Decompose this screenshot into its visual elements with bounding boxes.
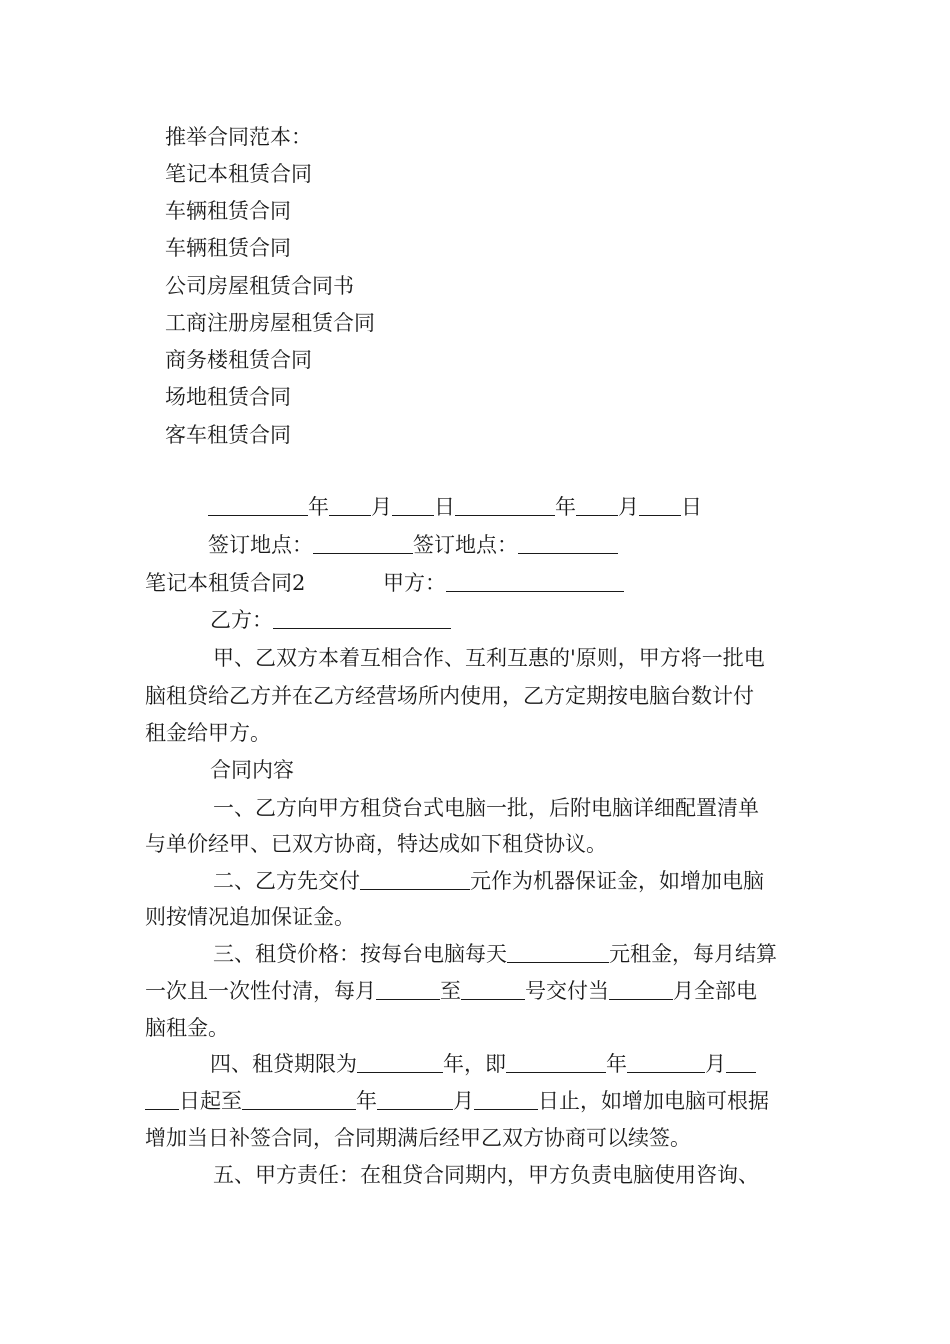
blank-line — [360, 869, 470, 890]
blank-line — [507, 942, 609, 963]
clause-text: 号交付当 — [525, 979, 609, 1003]
clause-text: 年，即 — [443, 1052, 506, 1076]
clause-3-line — [145, 978, 757, 1004]
clause-4-line — [210, 1051, 756, 1077]
blank-line — [455, 495, 555, 516]
clause-text: 月 — [453, 1089, 474, 1113]
party-a-line — [383, 570, 624, 596]
blank-line — [313, 533, 413, 554]
blank-line — [208, 495, 308, 516]
clause-5-line: 五、甲方责任：在租贷合同期内，甲方负责电脑使用咨询、 — [213, 1163, 759, 1187]
recommend-heading: 推举合同范本： — [165, 125, 312, 149]
clause-1-line: 与单价经甲、已双方协商，特达成如下租贷协议。 — [145, 832, 607, 856]
intro-paragraph-line: 甲、乙双方本着互相合作、互利互惠的'原则，甲方将一批电 — [213, 646, 765, 670]
clause-2-line: 则按情况追加保证金。 — [145, 905, 355, 929]
clause-1-line: 一、乙方向甲方租贷台式电脑一批，后附电脑详细配置清单 — [213, 796, 759, 820]
clause-text: 二、乙方先交付 — [213, 869, 360, 893]
clause-2-line — [213, 868, 764, 894]
party-b-label: 乙方： — [210, 608, 273, 632]
sign-date-line — [208, 494, 702, 520]
recommend-item[interactable]: 商务楼租赁合同 — [165, 348, 312, 372]
recommend-item[interactable]: 工商注册房屋租赁合同 — [165, 311, 375, 335]
sign-place-label: 签订地点： — [208, 533, 313, 557]
intro-paragraph-line: 租金给甲方。 — [145, 721, 271, 745]
blank-line — [357, 1052, 443, 1073]
recommend-item[interactable]: 客车租赁合同 — [165, 423, 291, 447]
clause-text: 元作为机器保证金，如增加电脑 — [470, 869, 764, 893]
clause-text: 年 — [356, 1089, 377, 1113]
blank-line — [145, 1089, 179, 1110]
clause-text: 月全部电 — [673, 979, 757, 1003]
month-label: 月 — [371, 495, 392, 519]
clause-4-line: 增加当日补签合同，合同期满后经甲乙双方协商可以续签。 — [145, 1126, 691, 1150]
clause-text: 月 — [705, 1052, 726, 1076]
clause-text: 至 — [440, 979, 461, 1003]
blank-line — [726, 1052, 756, 1073]
blank-line — [609, 979, 673, 1000]
clause-3-line: 脑租金。 — [145, 1016, 229, 1040]
intro-paragraph-line: 脑租贷给乙方并在乙方经营场所内使用，乙方定期按电脑台数计付 — [145, 684, 754, 708]
blank-line — [329, 495, 371, 516]
blank-line — [461, 979, 525, 1000]
day-label: 日 — [434, 495, 455, 519]
blank-line — [242, 1089, 356, 1110]
recommend-item[interactable]: 公司房屋租赁合同书 — [165, 274, 354, 298]
recommend-item[interactable]: 场地租赁合同 — [165, 385, 291, 409]
clause-text: 年 — [606, 1052, 627, 1076]
clause-text: 元租金，每月结算 — [609, 942, 777, 966]
blank-line — [392, 495, 434, 516]
sign-place-label: 签订地点： — [413, 533, 518, 557]
clause-3-line — [213, 941, 777, 967]
blank-line — [506, 1052, 606, 1073]
blank-line — [376, 979, 440, 1000]
recommend-item[interactable]: 笔记本租赁合同 — [165, 162, 312, 186]
sign-place-line — [208, 532, 618, 558]
blank-line — [627, 1052, 705, 1073]
blank-line — [518, 533, 618, 554]
blank-line — [446, 571, 624, 592]
clause-text: 三、租贷价格：按每台电脑每天 — [213, 942, 507, 966]
clause-text: 日止，如增加电脑可根据 — [538, 1089, 769, 1113]
party-b-line — [210, 607, 451, 633]
year-label: 年 — [308, 495, 329, 519]
blank-line — [377, 1089, 453, 1110]
contract-title: 笔记本租赁合同2 — [145, 571, 306, 595]
content-heading: 合同内容 — [210, 758, 294, 782]
blank-line — [474, 1089, 538, 1110]
year-label: 年 — [555, 495, 576, 519]
month-label: 月 — [618, 495, 639, 519]
party-a-label: 甲方： — [383, 571, 446, 595]
recommend-item[interactable]: 车辆租赁合同 — [165, 236, 291, 260]
recommend-item[interactable]: 车辆租赁合同 — [165, 199, 291, 223]
day-label: 日 — [681, 495, 702, 519]
clause-text: 一次且一次性付清，每月 — [145, 979, 376, 1003]
blank-line — [576, 495, 618, 516]
blank-line — [273, 608, 451, 629]
clause-4-line — [145, 1088, 769, 1114]
blank-line — [639, 495, 681, 516]
clause-text: 四、租贷期限为 — [210, 1052, 357, 1076]
clause-text: 日起至 — [179, 1089, 242, 1113]
